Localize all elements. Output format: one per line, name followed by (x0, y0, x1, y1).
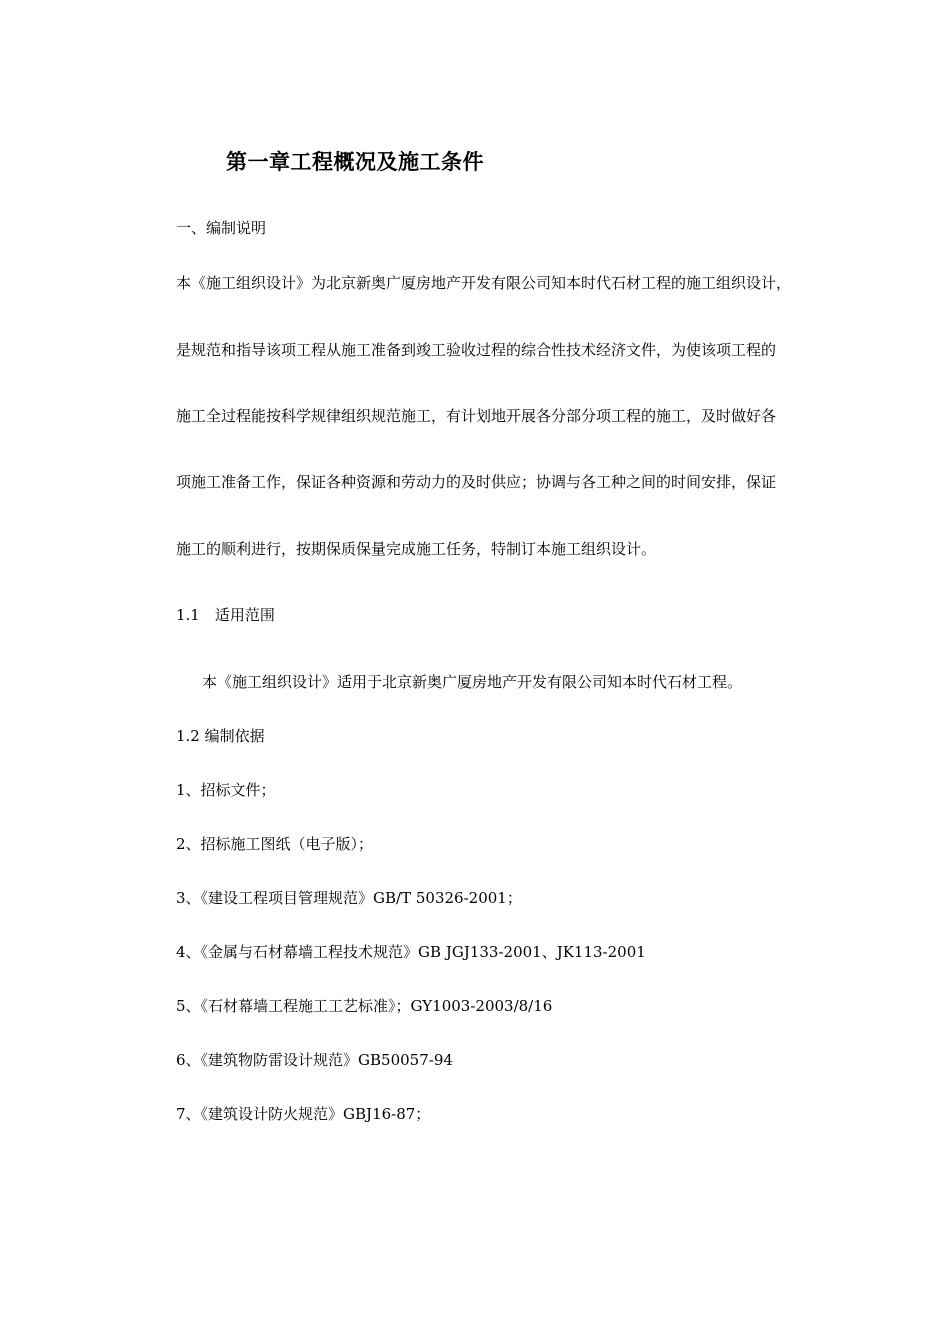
section-heading-compilation: 一、编制说明 (176, 219, 267, 237)
paragraph-line-5: 施工的顺利进行，按期保质保量完成施工任务，特制订本施工组织设计。 (176, 540, 657, 558)
paragraph-line-3: 施工全过程能按科学规律组织规范施工，有计划地开展各分部分项工程的施工，及时做好各 (176, 407, 777, 425)
basis-item: 6、《建筑物防雷设计规范》GB50057-94 (176, 1051, 453, 1069)
paragraph-line-2: 是规范和指导该项工程从施工准备到竣工验收过程的综合性技术经济文件，为使该项工程的 (176, 341, 777, 359)
basis-item: 1、招标文件； (176, 781, 276, 799)
basis-item: 4、《金属与石材幕墙工程技术规范》GB JGJ133-2001、JK113-2001 (176, 943, 646, 961)
basis-item: 3、《建设工程项目管理规范》GB/T 50326-2001； (176, 889, 522, 907)
basis-item: 2、招标施工图纸（电子版）； (176, 835, 374, 853)
basis-item: 5、《石材幕墙工程施工工艺标准》；GY1003-2003/8/16 (176, 997, 553, 1015)
section-heading-scope: 1.1 适用范围 (176, 606, 275, 624)
scope-text: 本《施工组织设计》适用于北京新奥广厦房地产开发有限公司知本时代石材工程。 (202, 673, 743, 691)
paragraph-line-1: 本《施工组织设计》为北京新奥广厦房地产开发有限公司知本时代石材工程的施工组织设计， (176, 274, 792, 292)
basis-item: 7、《建筑设计防火规范》GBJ16-87； (176, 1105, 431, 1123)
section-heading-basis: 1.2 编制依据 (176, 727, 265, 745)
paragraph-line-4: 项施工准备工作，保证各种资源和劳动力的及时供应；协调与各工种之间的时间安排，保证 (176, 473, 777, 491)
page-title: 第一章工程概况及施工条件 (226, 149, 484, 174)
